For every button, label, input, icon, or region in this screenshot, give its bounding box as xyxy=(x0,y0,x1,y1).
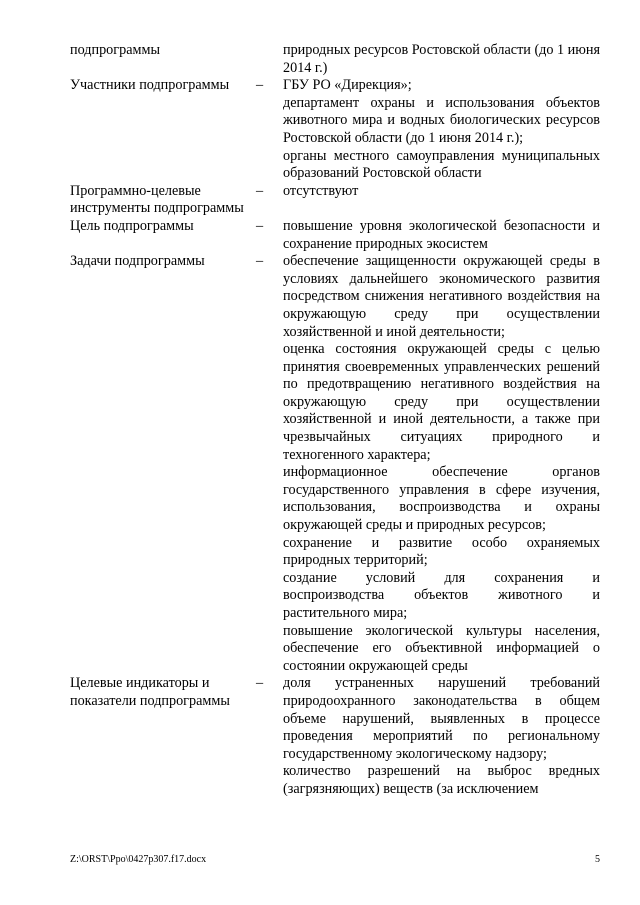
passport-table-container xyxy=(70,42,600,799)
value-paragraph: количество разрешений на выброс вредных (загрязняющих) веществ (за исключением xyxy=(283,763,600,797)
row-dash: – xyxy=(256,77,264,94)
value-paragraph: обеспечение защищенности окружающей среды в условиях дальнейшего экономического развития посредством снижения негативного воздействия на окружающую среду при осуществлении хозяйственной и иной деятельности; xyxy=(283,253,600,340)
passport-row xyxy=(70,253,600,675)
passport-row xyxy=(70,218,600,253)
row-value xyxy=(283,253,600,675)
row-label: Программно-целевые инструменты подпрограммы xyxy=(70,182,244,217)
row-value xyxy=(283,218,600,253)
row-dash: – xyxy=(256,253,264,270)
subprogram-passport-table xyxy=(70,42,600,799)
row-label: Задачи подпрограммы xyxy=(70,253,205,270)
row-label: Участники подпрограммы xyxy=(70,77,230,94)
passport-row xyxy=(70,675,600,798)
row-value xyxy=(283,42,600,77)
passport-row xyxy=(70,183,600,218)
footer-page-number: 5 xyxy=(595,854,600,865)
value-paragraph: создание условий для сохранения и воспроизводства объектов животного и растительного мира; xyxy=(283,569,600,621)
value-paragraph: доля устраненных нарушений требований природоохранного законодательства в общем объеме нарушений, выявленных в процессе проведения мероприятий по региональному государственному экологическому надзору; xyxy=(283,675,600,762)
passport-row xyxy=(70,42,600,77)
value-paragraph: ГБУ РО «Дирекция»; xyxy=(283,77,412,94)
row-dash: – xyxy=(256,217,264,234)
row-label: Целевые индикаторы и показатели подпрограммы xyxy=(70,675,230,709)
value-paragraph: информационное обеспечение органов государственного управления в сфере изучения, использования, воспроизводства и охраны окружающей среды и природных ресурсов; xyxy=(283,464,600,534)
passport-row xyxy=(70,77,600,183)
row-dash xyxy=(253,42,283,77)
value-paragraph: повышение уровня экологической безопасности и сохранение природных экосистем xyxy=(283,217,600,252)
row-value xyxy=(283,183,600,218)
row-value xyxy=(283,675,600,798)
value-paragraph: повышение экологической культуры населения, обеспечение его объективной информацией о состоянии окружающей среды xyxy=(283,622,600,674)
value-paragraph: оценка состояния окружающей среды с целью принятия своевременных управленческих решений по предотвращению негативного воздействия на окружающую среду при осуществлении хозяйственной и иной деятельности, а также при чрезвычайных ситуациях природного и техногенного характера; xyxy=(283,341,600,463)
value-paragraph: сохранение и развитие особо охраняемых природных территорий; xyxy=(283,534,600,569)
value-paragraph: органы местного самоуправления муниципальных образований Ростовской области xyxy=(283,147,600,182)
value-paragraph: департамент охраны и использования объектов животного мира и водных биологических ресурсов Ростовской области (до 1 июня 2014 г.); xyxy=(283,94,600,146)
value-paragraph: природных ресурсов Ростовской области (до 1 июня 2014 г.) xyxy=(283,42,600,76)
row-dash: – xyxy=(256,675,264,692)
footer-file-path: Z:\ORST\Ppo\0427p307.f17.docx xyxy=(70,854,207,865)
passport-table-body xyxy=(70,42,600,799)
row-value xyxy=(283,77,600,183)
row-dash: – xyxy=(256,182,264,199)
value-paragraph: отсутствуют xyxy=(283,182,359,199)
row-label: Цель подпрограммы xyxy=(70,217,194,234)
row-label: подпрограммы xyxy=(70,42,160,58)
